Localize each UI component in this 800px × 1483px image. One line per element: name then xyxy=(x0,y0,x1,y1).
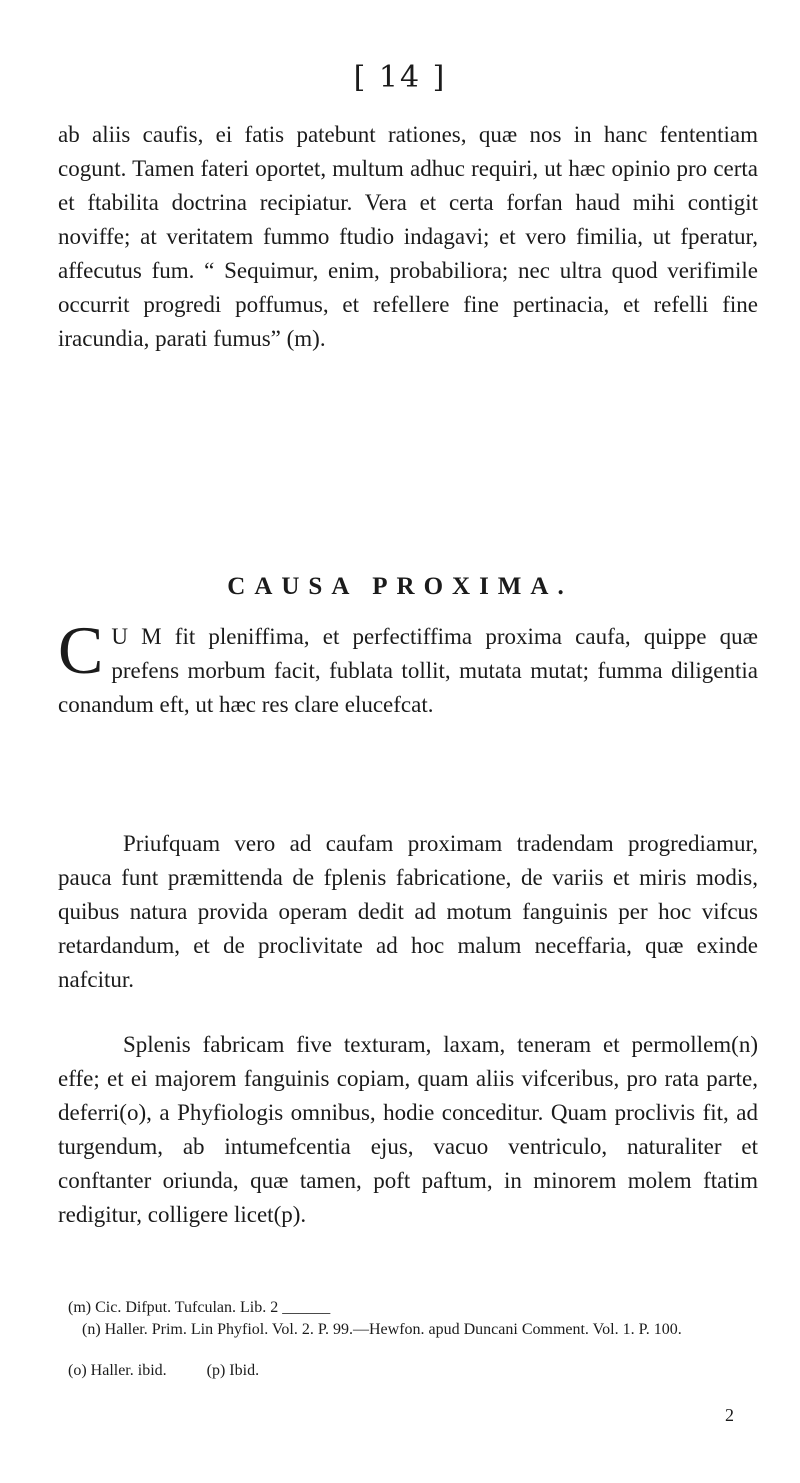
drop-cap: C xyxy=(58,612,104,688)
paragraph-3: Priufquam vero ad caufam proximam tradendam progrediamur, pauca funt præmittenda de fplenis fabricatione, de variis et miris modis, quibus natura provida operam dedit ad motum fanguinis per hoc vifcus retardandum, et de proclivitate ad hoc malum neceffaria, quæ exinde nafcitur. xyxy=(58,831,758,992)
footnote-m: (m) Cic. Difput. Tufculan. Lib. 2 ______ xyxy=(68,1299,331,1316)
section-heading: CAUSA PROXIMA. xyxy=(227,573,573,600)
footnote-n: (n) Haller. Prim. Lin Phyfiol. Vol. 2. P. 99.—Hewfon. apud Duncani Comment. Vol. 1. P. 100. xyxy=(82,1321,682,1338)
paragraph-2-text: U M fit pleniffima, et perfectiffima proxima caufa, quippe quæ prefens morbum facit, fublata tollit, mutata mutat; fumma diligentia conandum eft, ut hæc res clare elucefcat. xyxy=(58,624,758,717)
footnote-o-p: (o) Haller. ibid. (p) Ibid. xyxy=(68,1362,260,1379)
paragraph-2 xyxy=(58,612,758,722)
catchword: 2 xyxy=(725,1405,734,1425)
paragraph-4: Splenis fabricam five texturam, laxam, teneram et permollem(n) effe; et ei majorem fanguinis copiam, quam aliis vifceribus, pro rata parte, deferri(o), a Phyfiologis omnibus, hodie conceditur. Quam proclivis fit, ad turgendum, ab intumefcentia ejus, vacuo ventriculo, naturaliter et conftanter oriunda, quæ tamen, poft paftum, in minorem molem ftatim redigitur, colligere licet(p). xyxy=(58,1032,758,1227)
page-number: [ 14 ] xyxy=(353,60,447,95)
paragraph-1: ab aliis caufis, ei fatis patebunt rationes, quæ nos in hanc fententiam cogunt. Tamen fateri oportet, multum adhuc requiri, ut hæc opinio pro certa et ftabilita doctrina recipiatur. Vera et certa forfan haud mihi contigit noviffe; at veritatem fummo ftudio indagavi; et vero fimilia, ut fperatur, affecutus fum. “ Sequimur, enim, probabiliora; nec ultra quod verifimile occurrit progredi poffumus, et refellere fine pertinacia, et refelli fine iracundia, parati fumus” (m). xyxy=(58,122,758,351)
